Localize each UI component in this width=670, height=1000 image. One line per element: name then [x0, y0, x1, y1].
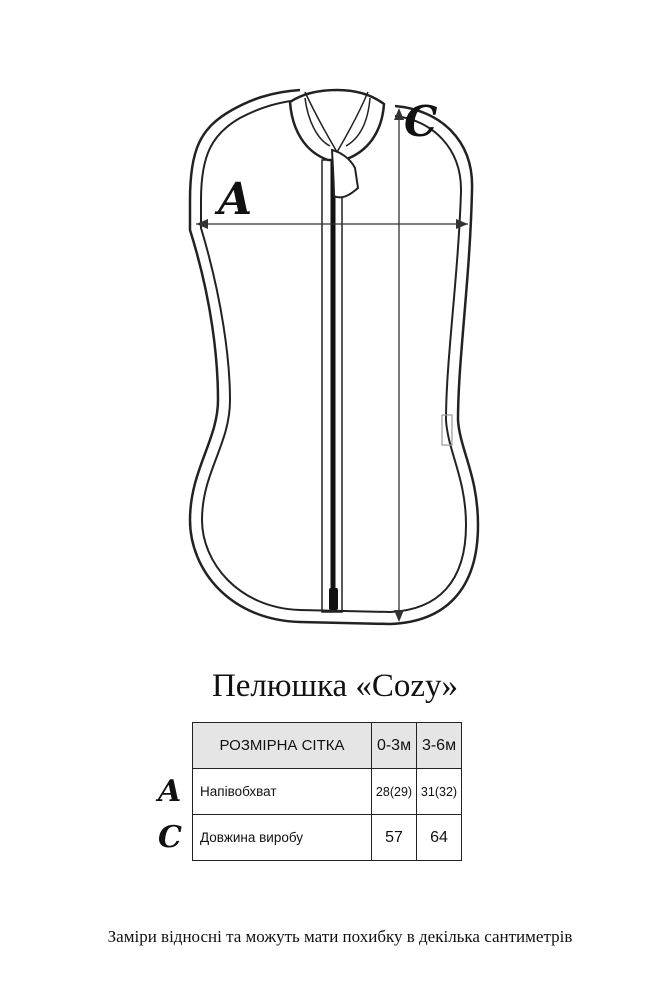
row-a-value-0-3m: 28(29)	[372, 769, 417, 815]
size-chart-table	[192, 722, 462, 861]
row-a-key: A	[158, 774, 182, 809]
table-row	[193, 815, 462, 861]
size-chart-header-row	[193, 723, 462, 769]
row-c-key: C	[158, 820, 182, 855]
row-label-length: Довжина виробу	[193, 815, 372, 861]
table-row	[193, 769, 462, 815]
size-header-3-6m: 3-6м	[417, 723, 462, 769]
zipper-pull	[332, 150, 358, 197]
measure-c-letter: C	[404, 97, 438, 146]
size-chart-heading: РОЗМІРНА СІТКА	[193, 723, 372, 769]
size-header-0-3m: 0-3м	[372, 723, 417, 769]
row-c-value-3-6m: 64	[417, 815, 462, 861]
measure-a-letter: A	[218, 174, 253, 225]
measurement-note: Заміри відносні та можуть мати похибку в декілька сантиметрів	[107, 927, 573, 946]
product-title: Пелюшка «Cozy»	[211, 668, 459, 704]
row-label-half-girth: Напівобхват	[193, 769, 372, 815]
row-a-value-3-6m: 31(32)	[417, 769, 462, 815]
zipper-stopper	[329, 588, 338, 610]
measure-a-arrow-right	[456, 219, 468, 229]
row-c-value-0-3m: 57	[372, 815, 417, 861]
measure-c-arrow-top	[394, 108, 404, 120]
measure-c-arrow-bottom	[394, 610, 404, 622]
